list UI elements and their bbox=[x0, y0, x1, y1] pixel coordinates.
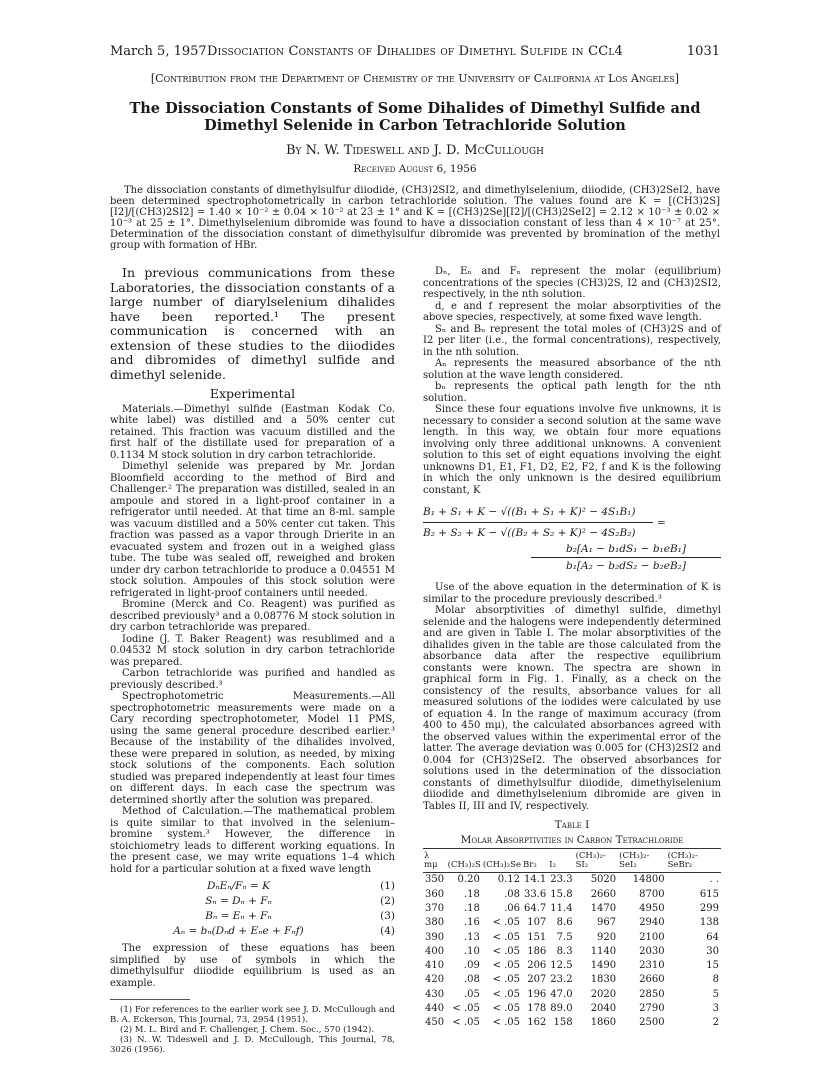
table-cell: 380 bbox=[425, 917, 445, 929]
selenide-paragraph: Dimethyl selenide was prepared by Mr. Jordan Bloomfield according to the method of Bird and Challenger.² The preparation was distilled, sealed in an ampoule and stored in a light-proof container in a refrigerator until needed. At that time an 8-ml. sample was vacuum distilled and a 50% center cut taken. This fraction was passed as a vapor through Drierite in an evacuated system and frozen out in a weighed glass tube. The tube was sealed off, reweighed and broken under dry carbon tetrachloride to produce a 0.04551 M stock solution. Ampoules of this stock solution were refrigerated in light-proof containers until needed. bbox=[110, 461, 395, 599]
table-cell: 2100 bbox=[639, 931, 665, 943]
table-cell: 1470 bbox=[590, 902, 617, 914]
table-cell: < .05 bbox=[492, 931, 521, 943]
symbol-def-3: Sₙ and Bₙ represent the total moles of (CH3)2S and of I2 per liter (i.e., the formal concentrations), respectively, in the nth solution. bbox=[423, 323, 721, 358]
table-cell: 64.7 bbox=[524, 902, 547, 914]
table-label: Table I bbox=[554, 819, 590, 831]
table-cell: 33.6 bbox=[524, 888, 547, 900]
table-cell: 2040 bbox=[590, 1003, 617, 1015]
table-cell: 967 bbox=[597, 917, 617, 929]
procedure-paragraph: Use of the above equation in the determination of K is similar to the procedure previously described.³ bbox=[423, 582, 721, 605]
table-cell: 440 bbox=[425, 1003, 445, 1015]
table-cell: 615 bbox=[699, 888, 719, 900]
symbol-def-1: Dₙ, Eₙ and Fₙ represent the molar (equilibrium) concentrations of the species (CH3)2S, I2 and (CH3)2SI2, respectively, in the nth solution. bbox=[423, 266, 721, 300]
equation-1: DₙEₙ/Fₙ = K (1) bbox=[207, 880, 395, 892]
footnotes bbox=[110, 1005, 395, 1055]
table-cell: 400 bbox=[425, 945, 445, 957]
table-cell: 23.2 bbox=[550, 974, 573, 986]
table-cell: 1490 bbox=[590, 960, 617, 972]
equation-block bbox=[110, 879, 395, 939]
table-cell: .09 bbox=[463, 960, 480, 972]
table-header-row bbox=[423, 849, 721, 873]
table-cell: 3 bbox=[712, 1003, 719, 1015]
table-cell: 151 bbox=[527, 931, 547, 943]
table-cell: 12.5 bbox=[550, 960, 573, 972]
table-row bbox=[423, 887, 721, 901]
received-date: Received August 6, 1956 bbox=[353, 163, 477, 175]
molar-absorptivity-table bbox=[423, 848, 721, 1030]
table-row bbox=[423, 930, 721, 944]
table-cell: 162 bbox=[527, 1017, 547, 1029]
table-row bbox=[423, 1016, 721, 1030]
equation-3: Bₙ = Eₙ + Fₙ (3) bbox=[205, 910, 395, 922]
table-cell: 2790 bbox=[639, 1003, 665, 1015]
table-cell: . . bbox=[709, 874, 719, 886]
equation-2: Sₙ = Dₙ + Fₙ (2) bbox=[205, 895, 395, 907]
symbol-def-4: Aₙ represents the measured absorbance of the nth solution at the wave length considered. bbox=[423, 358, 721, 381]
table-row bbox=[423, 944, 721, 958]
table-cell: 410 bbox=[425, 960, 445, 972]
contribution-line: [Contribution from the Department of Chemistry of the University of California at Los Angeles] bbox=[150, 72, 680, 85]
table-cell: 8.6 bbox=[556, 917, 573, 929]
table-cell: 14.1 bbox=[524, 874, 547, 886]
absorptivity-paragraph: Molar absorptivities of dimethyl sulfide, dimethyl selenide and the halogens were independently determined and are given in Table I. The molar absorptivities of the dihalides given in the table are those calculated from the absorbance data after the respective equilibrium constants were known. The spectra are shown in graphical form in Fig. 1. Finally, as a check on the consistency of the results, absorbance values for all measured solutions of the iodides were calculated by use of equation 4. In the range of maximum accuracy (from 400 to 450 mμ), the calculated absorbances agreed with the observed values within the experimental error of the latter. The average deviation was 0.005 for (CH3)2SI2 and 0.004 for (CH3)2SeI2. The observed absorbances for solutions used in the determination of the dissociation constants of dimethylsulfur diiodide, dimethylselenium diiodide and dimethylselenium dibromide are given in Tables II, III and IV, respectively. bbox=[423, 605, 721, 812]
table-cell: < .05 bbox=[492, 988, 521, 1000]
table-cell: 420 bbox=[425, 974, 445, 986]
table-cell: .08 bbox=[463, 974, 480, 986]
table-cell: 4950 bbox=[639, 902, 665, 914]
table-cell: 350 bbox=[425, 874, 445, 886]
table-cell: 206 bbox=[527, 960, 547, 972]
table-cell: 430 bbox=[425, 988, 445, 1000]
table-cell: 30 bbox=[706, 945, 719, 957]
table-cell: < .05 bbox=[492, 974, 521, 986]
table-cell: 0.12 bbox=[497, 874, 521, 886]
table-cell: 2660 bbox=[639, 974, 665, 986]
table-cell: < .05 bbox=[452, 1017, 480, 1029]
table-cell: 5 bbox=[712, 988, 719, 1000]
symbols-paragraph: The expression of these equations has been simplified by use of symbols in which the dimethylsulfur diiodide equilibrium is used as an example. bbox=[110, 943, 395, 989]
left-column bbox=[110, 266, 395, 1055]
symbol-def-5: bₙ represents the optical path length for the nth solution. bbox=[423, 381, 721, 404]
footnote-3: (3) N. W. Tideswell and J. D. McCullough, This Journal, 78, 3026 (1956). bbox=[110, 1035, 395, 1055]
table-cell: < .05 bbox=[492, 960, 521, 972]
table-cell: 14800 bbox=[632, 874, 665, 886]
eq-lhs-denominator: B₂ + S₂ + K − √((B₂ + S₂ + K)² − 4S₂B₂) bbox=[423, 527, 636, 539]
table-row bbox=[423, 973, 721, 987]
table-cell: 450 bbox=[425, 1017, 445, 1029]
eq-rhs bbox=[531, 541, 721, 574]
table-header: (CH₃)₂S bbox=[447, 849, 482, 873]
ccl4-paragraph: Carbon tetrachloride was purified and handled as previously described.³ bbox=[110, 668, 395, 691]
method-paragraph: Method of Calculation.—The mathematical problem is quite similar to that involved in the selenium–bromine system.³ However, the difference in stoichiometry leads to different working equations. In the present case, we may write equations 1–4 which hold for a particular solution at a fixed wave length bbox=[110, 806, 395, 875]
equilibrium-equation bbox=[423, 504, 721, 574]
table-cell: 138 bbox=[699, 917, 719, 929]
table-cell: 23.3 bbox=[550, 874, 573, 886]
table-cell: 1860 bbox=[590, 1017, 617, 1029]
table-cell: 207 bbox=[527, 974, 547, 986]
bromine-paragraph: Bromine (Merck and Co. Reagent) was purified as described previously³ and a 0.08776 M stock solution in dry carbon tetrachloride was prepared. bbox=[110, 599, 395, 633]
table-header: Br₂ bbox=[522, 849, 548, 873]
table-cell: 299 bbox=[699, 902, 719, 914]
running-title: Dissociation Constants of Dihalides of Dimethyl Sulfide in CCl4 bbox=[206, 44, 624, 59]
table-row bbox=[423, 873, 721, 888]
running-head bbox=[110, 44, 720, 64]
solution-paragraph: Since these four equations involve five unknowns, it is necessary to consider a second solution at the same wave length. In this way, we obtain four more equations involving only three additional unknowns. A convenient solution to this set of eight equations involving the eight unknowns D1, E1, F1, D2, E2, F2, f and K is the following in which the only unknown is the desired equilibrium constant, K bbox=[423, 404, 721, 496]
table-header: (CH₃)₂-SeBr₂ bbox=[667, 849, 721, 873]
table-cell: 2500 bbox=[639, 1017, 665, 1029]
table-cell: 178 bbox=[527, 1003, 547, 1015]
experimental-heading: Experimental bbox=[209, 386, 296, 401]
table-cell: 2020 bbox=[590, 988, 617, 1000]
table-cell: .13 bbox=[463, 931, 480, 943]
table-cell: 196 bbox=[527, 988, 547, 1000]
table-cell: 158 bbox=[553, 1017, 573, 1029]
intro-paragraph: In previous communications from these Laboratories, the dissociation constants of a large number of diarylselenium dihalides have been reported.¹ The present communication is concerned with an extension of these studies to the diiodides and dibromides of dimethyl sulfide and dimethyl selenide. bbox=[110, 265, 395, 382]
table-cell: 7.5 bbox=[556, 931, 573, 943]
table-cell: 11.4 bbox=[550, 902, 573, 914]
table-cell: 360 bbox=[425, 888, 445, 900]
table-header: λ mμ bbox=[423, 849, 447, 873]
table-cell: 1830 bbox=[590, 974, 617, 986]
table-header: (CH₃)₂-SI₂ bbox=[575, 849, 619, 873]
abstract: The dissociation constants of dimethylsulfur diiodide, (CH3)2SI2, and dimethylselenium, diiodide, (CH3)2SeI2, have been determined spectrophotometrically in carbon tetrachloride solution. The values found are K = [(CH3)2S][I2]/[(CH3)2SI2] = 1.40 × 10⁻² ± 0.04 × 10⁻² at 23 ± 1° and K = [(CH3)2Se][I2]/[(CH3)2SeI2] = 2.12 × 10⁻³ ± 0.02 × 10⁻³ at 25 ± 1°. Dimethylselenium dibromide was found to have a dissociation constant of less than 4 × 10⁻⁷ at 25°. Determination of the dissociation constant of dimethylsulfur dibromide was prevented by bromination of the methyl group with formation of HBr. bbox=[110, 185, 720, 251]
table-cell: 0.20 bbox=[457, 874, 480, 886]
symbol-def-2: d, e and f represent the molar absorptivities of the above species, respectively, at some fixed wave length. bbox=[423, 300, 721, 323]
authors: By N. W. Tideswell and J. D. McCullough bbox=[286, 143, 544, 158]
eq-lhs-numerator: B₁ + S₁ + K − √((B₁ + S₁ + K)² − 4S₁B₁) bbox=[423, 504, 653, 523]
eq-equals-sign: = bbox=[657, 516, 666, 529]
table-row bbox=[423, 1002, 721, 1016]
right-column bbox=[423, 266, 721, 1030]
table-caption: Molar Absorptivities in Carbon Tetrachloride bbox=[460, 833, 684, 846]
table-cell: 47.0 bbox=[550, 988, 573, 1000]
equation-4: Aₙ = bₙ(Dₙd + Eₙe + Fₙf) (4) bbox=[173, 925, 395, 937]
eq-rhs-denominator: b₁[A₂ − b₂dS₂ − b₂eB₂] bbox=[566, 560, 686, 572]
table-cell: .05 bbox=[463, 988, 480, 1000]
table-cell: 370 bbox=[425, 902, 445, 914]
iodine-paragraph: Iodine (J. T. Baker Reagent) was resublimed and a 0.04532 M stock solution in dry carbon tetrachloride was prepared. bbox=[110, 633, 395, 668]
table-cell: 2850 bbox=[639, 988, 665, 1000]
table-cell: 8700 bbox=[639, 888, 665, 900]
table-cell: 920 bbox=[597, 931, 617, 943]
table-cell: .18 bbox=[463, 902, 480, 914]
table-cell: 2030 bbox=[639, 945, 665, 957]
table-cell: 1140 bbox=[590, 945, 617, 957]
table-cell: 2940 bbox=[639, 917, 665, 929]
table-cell: 64 bbox=[706, 931, 719, 943]
table-header: I₂ bbox=[548, 849, 574, 873]
table-cell: 5020 bbox=[590, 874, 617, 886]
table-cell: < .05 bbox=[492, 945, 521, 957]
table-cell: 8 bbox=[712, 974, 719, 986]
table-cell: 15.8 bbox=[550, 888, 573, 900]
table-cell: .06 bbox=[504, 902, 521, 914]
table-cell: < .05 bbox=[492, 917, 521, 929]
table-row bbox=[423, 916, 721, 930]
table-cell: 390 bbox=[425, 931, 445, 943]
table-cell: 8.3 bbox=[556, 945, 573, 957]
article-title: The Dissociation Constants of Some Dihalides of Dimethyl Sulfide and Dimethyl Selenide in Carbon Tetrachloride Solution bbox=[129, 100, 701, 134]
table-row bbox=[423, 959, 721, 973]
table-cell: .18 bbox=[463, 888, 480, 900]
table-cell: .08 bbox=[504, 888, 521, 900]
footnote-rule bbox=[110, 999, 190, 1000]
table-cell: < .05 bbox=[492, 1017, 521, 1029]
table-cell: .16 bbox=[463, 917, 480, 929]
footnote-2: (2) M. L. Bird and F. Challenger, J. Chem. Soc., 570 (1942). bbox=[120, 1025, 375, 1035]
page-number: 1031 bbox=[686, 44, 720, 59]
spectro-paragraph: Spectrophotometric Measurements.—All spectrophotometric measurements were made on a Cary recording spectrophotometer, Model 11 PMS, using the same general procedure described earlier.³ Because of the instability of the dihalides involved, these were prepared in solution, as needed, by mixing stock solutions of the components. Each solution studied was prepared independently at least four times on different days. In each case the spectrum was determined shortly after the solution was prepared. bbox=[110, 691, 395, 806]
table-cell: 186 bbox=[527, 945, 547, 957]
table-cell: 15 bbox=[706, 960, 719, 972]
table-header: (CH₃)₂-SeI₂ bbox=[618, 849, 666, 873]
materials-paragraph: Materials.—Dimethyl sulfide (Eastman Kodak Co. white label) was distilled and a 50% center cut retained. This fraction was vacuum distilled and the first half of the distillate used for preparation of a 0.1134 M stock solution in dry carbon tetrachloride. bbox=[110, 403, 395, 461]
table-row bbox=[423, 902, 721, 916]
footnote-1: (1) For references to the earlier work see J. D. McCullough and B. A. Eckerson, This Journal, 73, 2954 (1951). bbox=[110, 1005, 395, 1025]
table-cell: 2 bbox=[712, 1017, 719, 1029]
table-cell: 107 bbox=[527, 917, 547, 929]
table-cell: < .05 bbox=[452, 1003, 480, 1015]
table-header: (CH₃)₂Se bbox=[482, 849, 522, 873]
eq-rhs-numerator: b₂[A₁ − b₁dS₁ − b₁eB₁] bbox=[531, 541, 721, 558]
table-cell: 2660 bbox=[590, 888, 617, 900]
table-cell: .10 bbox=[463, 945, 480, 957]
table-body bbox=[423, 873, 721, 1031]
table-cell: < .05 bbox=[492, 1003, 521, 1015]
issue-date: March 5, 1957 bbox=[110, 44, 207, 59]
table-row bbox=[423, 987, 721, 1001]
table-cell: 89.0 bbox=[550, 1003, 573, 1015]
table-cell: 2310 bbox=[639, 960, 665, 972]
